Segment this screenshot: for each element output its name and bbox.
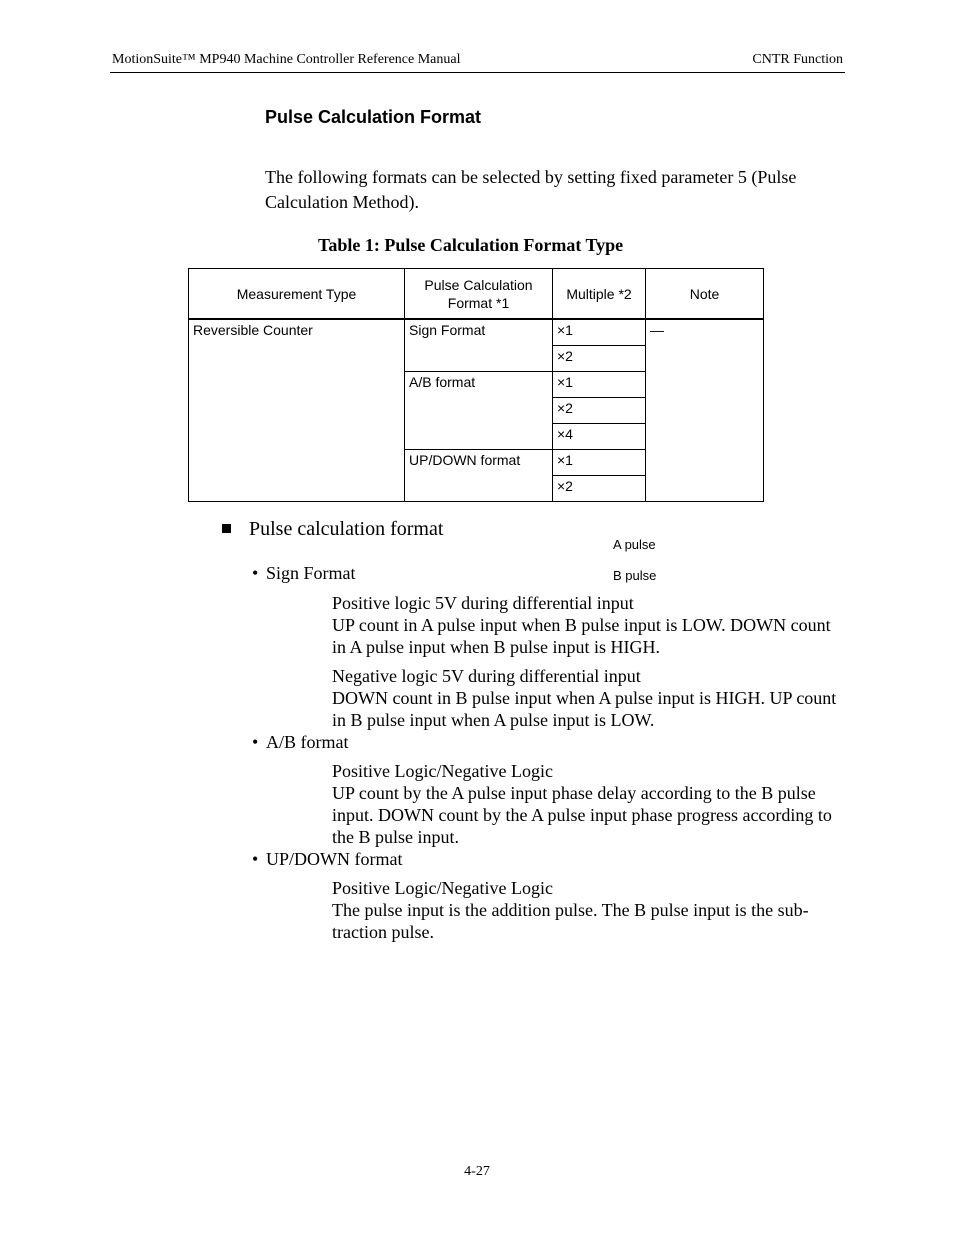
sign-negative-title: Negative logic 5V during differential input xyxy=(332,666,641,686)
format-table xyxy=(188,268,764,502)
a-pulse-label: A pulse xyxy=(613,537,656,552)
bullet-dot: • xyxy=(252,849,259,869)
ab-format-block xyxy=(332,760,842,848)
sign-negative-body: DOWN count in B pulse input when A pulse input is HIGH. UP count in B pulse input when A pulse input is LOW. xyxy=(332,688,837,730)
sign-positive-block xyxy=(332,592,842,658)
sign-positive-body: UP count in A pulse input when B pulse input is LOW. DOWN count in A pulse input when B pulse input is HIGH. xyxy=(332,615,831,657)
page-number: 4-27 xyxy=(464,1164,490,1179)
intro-paragraph: The following formats can be selected by setting fixed parameter 5 (Pulse Calculation Method). xyxy=(265,167,797,212)
ab-logic-body: UP count by the A pulse input phase delay according to the B pulse input. DOWN count by the A pulse input phase progress according to the B pulse input. xyxy=(332,783,832,847)
square-bullet-icon xyxy=(222,524,231,533)
col-header-note: Note xyxy=(646,269,764,320)
cell-format-ab: A/B format xyxy=(405,372,553,450)
b-pulse-label: B pulse xyxy=(613,568,657,583)
table-header-row xyxy=(189,269,764,320)
sign-format-title: Sign Format xyxy=(266,563,356,583)
table-row xyxy=(189,319,764,346)
cell-note: — xyxy=(646,319,764,502)
pulse-format-heading xyxy=(222,518,443,541)
sign-positive-title: Positive logic 5V during differential input xyxy=(332,593,634,613)
ab-logic-title: Positive Logic/Negative Logic xyxy=(332,761,553,781)
pulse-format-heading-text: Pulse calculation format xyxy=(249,518,444,540)
running-header-title: MotionSuite™ MP940 Machine Controller Reference Manual xyxy=(112,52,461,67)
updown-format-title: UP/DOWN format xyxy=(266,849,403,869)
cell-multiple: ×2 xyxy=(553,346,646,372)
section-title: Pulse Calculation Format xyxy=(265,107,482,127)
updown-logic-title: Positive Logic/Negative Logic xyxy=(332,878,553,898)
header-rule xyxy=(110,72,845,73)
bullet-dot: • xyxy=(252,732,259,752)
cell-measurement-type: Reversible Counter xyxy=(189,319,405,502)
ab-format-item xyxy=(252,732,349,753)
cell-format-sign: Sign Format xyxy=(405,319,553,372)
sign-format-item xyxy=(252,563,356,584)
bullet-dot: • xyxy=(252,563,259,583)
table-caption: Table 1: Pulse Calculation Format Type xyxy=(318,235,624,255)
col-header-format-text: Pulse Calculation Format *1 xyxy=(424,276,533,311)
cell-format-updown: UP/DOWN format xyxy=(405,450,553,502)
ab-format-title: A/B format xyxy=(266,732,349,752)
cell-multiple: ×2 xyxy=(553,398,646,424)
col-header-measurement-type: Measurement Type xyxy=(189,269,405,320)
col-header-format xyxy=(405,269,553,320)
cell-multiple: ×1 xyxy=(553,372,646,398)
updown-format-block xyxy=(332,877,842,943)
cell-multiple: ×1 xyxy=(553,450,646,476)
cell-multiple: ×4 xyxy=(553,424,646,450)
running-header-section: CNTR Function xyxy=(752,52,843,67)
updown-format-item xyxy=(252,849,402,870)
cell-multiple: ×2 xyxy=(553,476,646,502)
cell-multiple: ×1 xyxy=(553,319,646,346)
col-header-multiple: Multiple *2 xyxy=(553,269,646,320)
sign-negative-block xyxy=(332,665,842,731)
updown-logic-body: The pulse input is the addition pulse. The B pulse input is the sub-traction pulse. xyxy=(332,900,809,942)
